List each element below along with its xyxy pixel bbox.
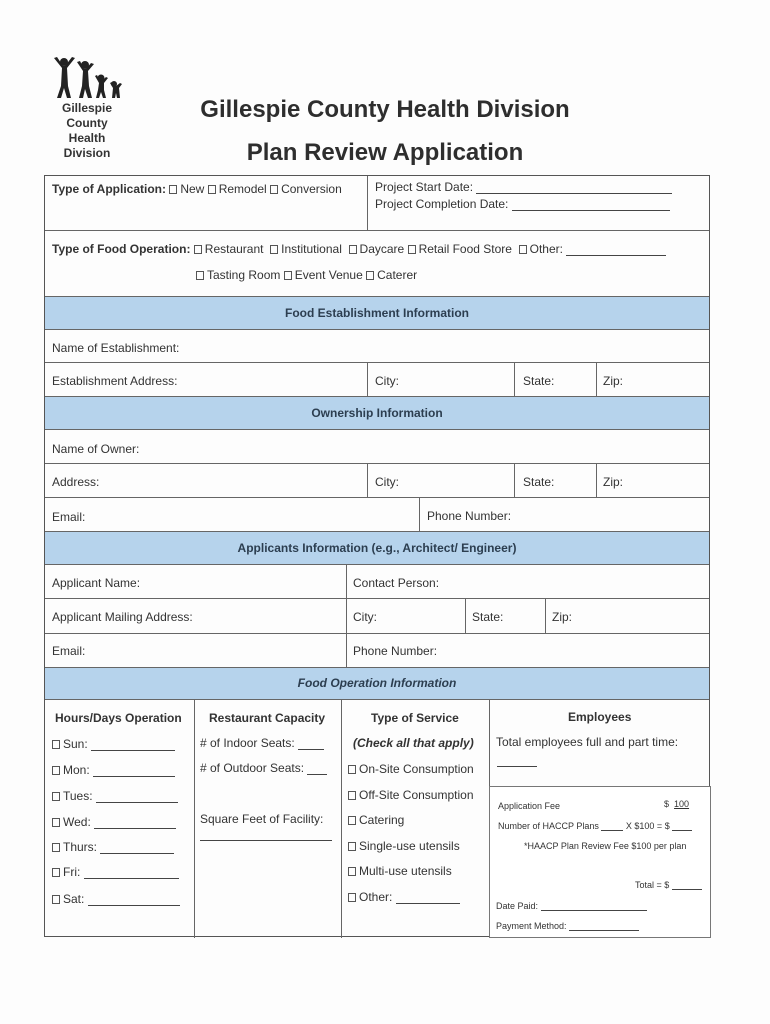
owner-name-field[interactable]: Name of Owner:: [52, 442, 140, 456]
section-applicants-header: Applicants Information (e.g., Architect/ Engineer): [45, 531, 709, 565]
section-ownership-header: Ownership Information: [45, 396, 709, 430]
total-field[interactable]: Total = $: [635, 880, 702, 890]
operation-option-tasting-room[interactable]: Tasting Room: [196, 268, 280, 282]
owner-address-field[interactable]: Address:: [52, 475, 100, 489]
establishment-city-field[interactable]: City:: [375, 374, 399, 388]
page-subtitle: Plan Review Application: [246, 139, 524, 166]
haccp-plans-field[interactable]: Number of HACCP Plans X $100 = $: [498, 821, 692, 831]
date-paid-field[interactable]: Date Paid:: [496, 901, 647, 911]
fee-box: [489, 786, 711, 938]
establishment-name-field[interactable]: Name of Establishment:: [52, 341, 180, 355]
employees-count-line[interactable]: [497, 766, 537, 767]
applicant-state-field[interactable]: State:: [472, 610, 504, 624]
service-single-use-checkbox[interactable]: Single-use utensils: [348, 839, 460, 853]
type-of-application-label: Type of Application:: [52, 182, 166, 196]
service-other-checkbox[interactable]: Other:: [348, 890, 460, 904]
indoor-seats-field[interactable]: # of Indoor Seats:: [200, 736, 324, 750]
owner-state-field[interactable]: State:: [523, 475, 555, 489]
operation-option-retail[interactable]: Retail Food Store: [408, 242, 512, 256]
capacity-header: Restaurant Capacity: [209, 711, 326, 725]
day-sun-field[interactable]: Sun:: [52, 737, 175, 751]
operation-option-institutional[interactable]: Institutional: [270, 242, 342, 256]
page-title: Gillespie County Health Division: [200, 96, 570, 123]
application-option-conversion[interactable]: Conversion: [270, 182, 342, 196]
owner-phone-field[interactable]: Phone Number:: [427, 509, 512, 523]
day-tues-field[interactable]: Tues:: [52, 789, 178, 803]
owner-email-field[interactable]: Email:: [52, 510, 86, 524]
operation-option-caterer[interactable]: Caterer: [366, 268, 417, 282]
operation-option-event-venue[interactable]: Event Venue: [284, 268, 363, 282]
section-establishment-header: Food Establishment Information: [45, 296, 709, 330]
applicant-name-field[interactable]: Applicant Name:: [52, 576, 141, 590]
outdoor-seats-field[interactable]: # of Outdoor Seats:: [200, 761, 327, 775]
operation-option-restaurant[interactable]: Restaurant: [194, 242, 264, 256]
applicant-mailing-address-field[interactable]: Applicant Mailing Address:: [52, 610, 193, 624]
contact-person-field[interactable]: Contact Person:: [353, 576, 440, 590]
establishment-state-field[interactable]: State:: [523, 374, 555, 388]
employees-text: Total employees full and part time:: [496, 735, 679, 749]
establishment-address-field[interactable]: Establishment Address:: [52, 374, 178, 388]
food-operation-row-1: [52, 242, 666, 256]
application-option-new[interactable]: New: [169, 182, 204, 196]
establishment-zip-field[interactable]: Zip:: [603, 374, 624, 388]
operation-option-other[interactable]: Other:: [519, 242, 667, 256]
type-of-application-row: [52, 182, 342, 196]
operation-option-daycare[interactable]: Daycare: [349, 242, 405, 256]
project-start-date-field[interactable]: Project Start Date:: [375, 180, 672, 194]
section-operation-header: Food Operation Information: [45, 667, 709, 700]
hours-header: Hours/Days Operation: [55, 711, 182, 725]
service-note: (Check all that apply): [353, 736, 474, 750]
square-feet-field[interactable]: Square Feet of Facility:: [200, 812, 324, 826]
project-completion-date-field[interactable]: Project Completion Date:: [375, 197, 670, 211]
applicant-phone-field[interactable]: Phone Number:: [353, 644, 438, 658]
haccp-note: *HAACP Plan Review Fee $100 per plan: [524, 841, 687, 851]
square-feet-line: [200, 840, 332, 841]
application-form: [44, 175, 710, 937]
food-operation-label: Type of Food Operation:: [52, 242, 191, 256]
payment-method-field[interactable]: Payment Method:: [496, 921, 639, 931]
day-wed-field[interactable]: Wed:: [52, 815, 176, 829]
service-catering-checkbox[interactable]: Catering: [348, 813, 404, 827]
service-header: Type of Service: [371, 711, 459, 725]
logo-text: Gillespie County Health Division: [61, 101, 113, 160]
food-operation-row-2: [196, 268, 417, 282]
application-fee-label: Application Fee: [498, 801, 561, 811]
day-mon-field[interactable]: Mon:: [52, 763, 175, 777]
owner-city-field[interactable]: City:: [375, 475, 399, 489]
day-fri-field[interactable]: Fri:: [52, 865, 179, 879]
employees-header: Employees: [568, 710, 632, 724]
day-sat-field[interactable]: Sat:: [52, 892, 180, 906]
day-thurs-field[interactable]: Thurs:: [52, 840, 174, 854]
county-logo-figures: [44, 56, 134, 101]
service-offsite-checkbox[interactable]: Off-Site Consumption: [348, 788, 474, 802]
applicant-zip-field[interactable]: Zip:: [552, 610, 573, 624]
service-multi-use-checkbox[interactable]: Multi-use utensils: [348, 864, 452, 878]
applicant-city-field[interactable]: City:: [353, 610, 377, 624]
service-onsite-checkbox[interactable]: On-Site Consumption: [348, 762, 474, 776]
application-option-remodel[interactable]: Remodel: [208, 182, 267, 196]
owner-zip-field[interactable]: Zip:: [603, 475, 624, 489]
applicant-email-field[interactable]: Email:: [52, 644, 86, 658]
application-fee-value: $ 100: [664, 799, 690, 809]
